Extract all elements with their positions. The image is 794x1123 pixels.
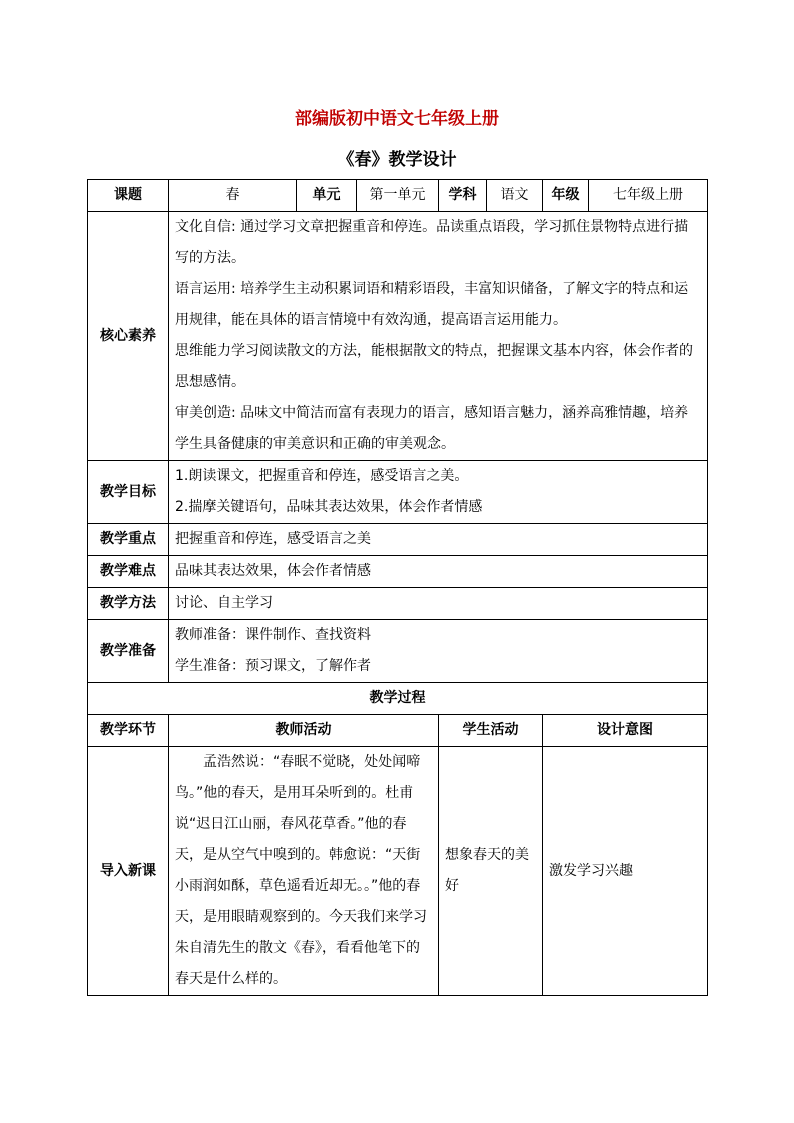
prep-line: 教师准备：课件制作、查找资料 [175, 627, 371, 643]
method-value: 讨论、自主学习 [169, 588, 708, 620]
process-row [88, 747, 708, 996]
student-activity-cell: 想象春天的美好 [439, 747, 543, 996]
stage-header: 教学环节 [88, 715, 169, 747]
goals-row [88, 461, 708, 524]
difficulty-label: 教学难点 [88, 556, 169, 588]
process-title: 教学过程 [88, 683, 708, 715]
unit-value: 第一单元 [357, 180, 439, 212]
teacher-activity-header: 教师活动 [169, 715, 439, 747]
core-literacy-label: 核心素养 [88, 212, 169, 461]
unit-label: 单元 [297, 180, 357, 212]
goal-line: 2.揣摩关键语句，品味其表达效果，体会作者情感 [175, 499, 483, 515]
document-subtitle: 《春》教学设计 [337, 150, 457, 170]
design-intent-header: 设计意图 [543, 715, 708, 747]
grade-value: 七年级上册 [589, 180, 708, 212]
grade-label: 年级 [543, 180, 589, 212]
core-literacy-line: 语言运用: 培养学生主动积累词语和精彩语段，丰富知识储备，了解文字的特点和运用规律，能在具体的语言情境中有效沟通，提高语言运用能力。 [175, 281, 689, 328]
info-row [88, 180, 708, 212]
key-point-label: 教学重点 [88, 524, 169, 556]
core-literacy-row [88, 212, 708, 461]
prep-content [169, 620, 708, 683]
stage-cell: 导入新课 [88, 747, 169, 996]
method-label: 教学方法 [88, 588, 169, 620]
prep-line: 学生准备：预习课文，了解作者 [175, 658, 371, 674]
subject-label: 学科 [439, 180, 487, 212]
difficulty-value: 品味其表达效果，体会作者情感 [169, 556, 708, 588]
design-intent-cell: 激发学习兴趣 [543, 747, 708, 996]
process-title-row [88, 683, 708, 715]
teacher-activity-text: 孟浩然说：“春眠不觉晓，处处闻啼鸟。”他的春天，是用耳朵听到的。杜甫说“迟日江山丽，春风花草香。”他的春天，是从空气中嗅到的。韩愈说：“天街小雨润如酥，草色遥看近却无。。”他的春天，是用眼睛观察到的。今天我们来学习朱自清先生的散文《春》，看看他笔下的春天是什么样的。 [175, 754, 427, 987]
goals-content [169, 461, 708, 524]
prep-label: 教学准备 [88, 620, 169, 683]
method-row [88, 588, 708, 620]
key-point-row [88, 524, 708, 556]
topic-value: 春 [169, 180, 297, 212]
topic-label: 课题 [88, 180, 169, 212]
core-literacy-content [169, 212, 708, 461]
teacher-activity-cell [169, 747, 439, 996]
process-header-row [88, 715, 708, 747]
subject-value: 语文 [487, 180, 543, 212]
difficulty-row [88, 556, 708, 588]
key-point-value: 把握重音和停连，感受语言之美 [169, 524, 708, 556]
student-activity-header: 学生活动 [439, 715, 543, 747]
core-literacy-line: 文化自信: 通过学习文章把握重音和停连。品读重点语段，学习抓住景物特点进行描写的方法。 [175, 219, 689, 266]
document-title: 部编版初中语文七年级上册 [295, 109, 499, 129]
prep-row [88, 620, 708, 683]
goal-line: 1.朗读课文，把握重音和停连，感受语言之美。 [175, 468, 469, 484]
core-literacy-line: 思维能力学习阅读散文的方法，能根据散文的特点，把握课文基本内容，体会作者的思想感情。 [175, 343, 693, 390]
goals-label: 教学目标 [88, 461, 169, 524]
lesson-plan-table [87, 179, 708, 996]
core-literacy-line: 审美创造: 品味文中简洁而富有表现力的语言，感知语言魅力，涵养高雅情趣，培养学生具备健康的审美意识和正确的审美观念。 [175, 405, 689, 452]
